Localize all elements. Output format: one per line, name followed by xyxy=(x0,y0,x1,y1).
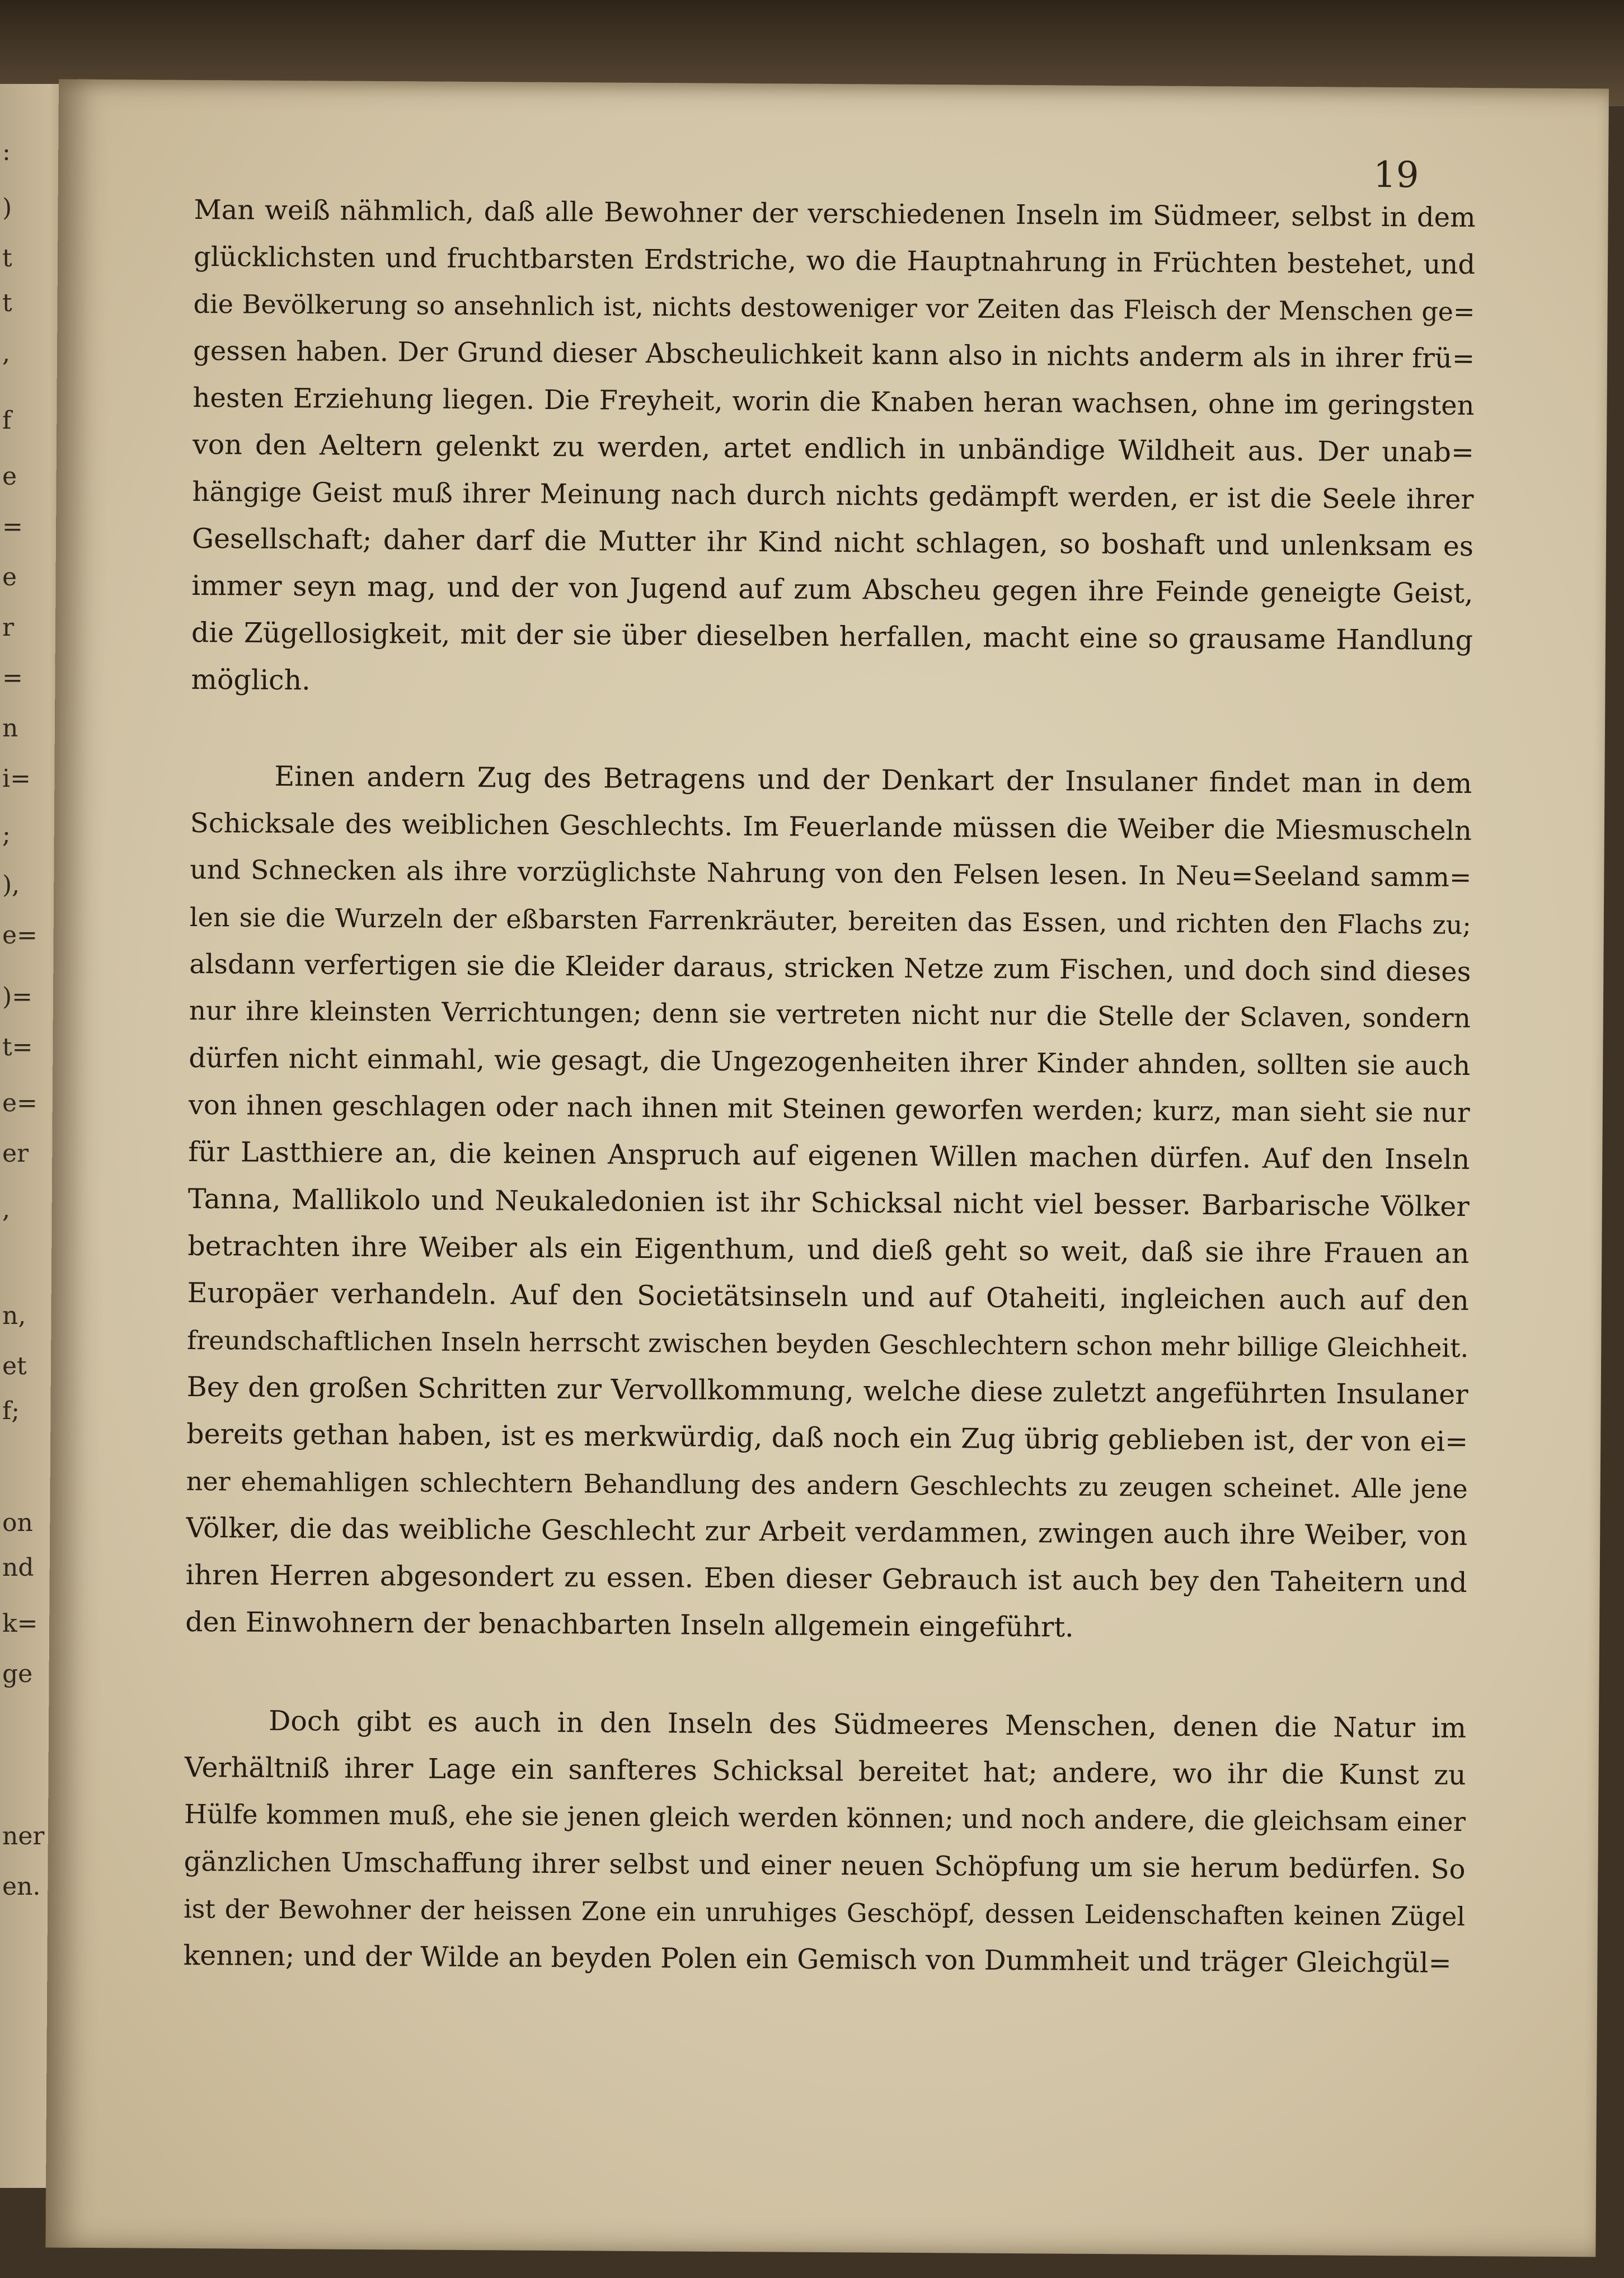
margin-fragment: ge xyxy=(2,1660,33,1688)
text-line: alsdann verfertigen sie die Kleider daraus, stricken Netze zum Fischen, und doch sind dieses xyxy=(189,948,1471,988)
margin-fragment: , xyxy=(2,339,10,368)
text-line: hängige Geist muß ihrer Meinung nach durch nichts gedämpft werden, er ist die Seele ihrer xyxy=(192,476,1474,515)
text-line: von ihnen geschlagen oder nach ihnen mit Steinen geworfen werden; kurz, man sieht sie nur xyxy=(188,1089,1470,1129)
margin-fragment: e= xyxy=(2,1089,37,1117)
text-line: bereits gethan haben, ist es merkwürdig, daß noch ein Zug übrig geblieben ist, der von ei= xyxy=(186,1417,1468,1458)
text-line: Tanna, Mallikolo und Neukaledonien ist ihr Schicksal nicht viel besser. Barbarische Völker xyxy=(187,1182,1470,1223)
paragraph-3 xyxy=(183,1697,1466,1987)
text-line: nur ihre kleinsten Verrichtungen; denn sie vertreten nicht nur die Stelle der Sclaven, sondern xyxy=(189,995,1471,1034)
text-line: ihren Herren abgesondert zu essen. Eben dieser Gebrauch ist auch bey den Taheitern und xyxy=(185,1558,1467,1599)
page-number: 19 xyxy=(1373,154,1419,196)
margin-fragment: en. xyxy=(2,1872,41,1901)
text-line: möglich. xyxy=(191,664,311,697)
margin-fragment: er xyxy=(2,1139,29,1168)
margin-fragment: t xyxy=(2,289,12,317)
text-line: für Lastthiere an, die keinen Anspruch auf eigenen Willen machen dürfen. Auf den Inseln xyxy=(188,1135,1470,1176)
margin-fragment: ner xyxy=(2,1822,45,1850)
text-line: und Schnecken als ihre vorzüglichste Nahrung von den Felsen lesen. In Neu=Seeland samm= xyxy=(190,854,1472,893)
text-line: freundschaftlichen Inseln herrscht zwischen beyden Geschlechtern schon mehr billige Gleichheit. xyxy=(187,1324,1469,1363)
margin-fragment: = xyxy=(2,513,23,541)
margin-fragment: e xyxy=(2,462,17,491)
text-line: Bey den großen Schritten zur Vervollkommung, welche diese zuletzt angeführten Insulaner xyxy=(186,1370,1468,1411)
margin-fragment: : xyxy=(2,138,11,166)
margin-fragment: k= xyxy=(2,1609,38,1638)
text-line: gessen haben. Der Grund dieser Abscheulichkeit kann also in nichts anderm als in ihrer frü= xyxy=(193,335,1475,375)
text-line: Doch gibt es auch in den Inseln des Südmeeres Menschen, denen die Natur im xyxy=(268,1704,1467,1744)
text-line: Hülfe kommen muß, ehe sie jenen gleich werden können; und noch andere, die gleichsam einer xyxy=(184,1798,1466,1838)
margin-fragment: n xyxy=(2,714,18,743)
margin-fragment: = xyxy=(2,664,23,692)
text-line: hesten Erziehung liegen. Die Freyheit, worin die Knaben heran wachsen, ohne im geringsten xyxy=(193,382,1475,422)
margin-fragment: n, xyxy=(2,1302,26,1330)
text-line: Schicksale des weiblichen Geschlechts. Im Feuerlande müssen die Weiber die Miesmuscheln xyxy=(190,807,1472,847)
text-line: Europäer verhandeln. Auf den Societätsinseln und auf Otaheiti, ingleichen auch auf den xyxy=(187,1276,1469,1317)
text-line: gänzlichen Umschaffung ihrer selbst und einer neuen Schöpfung um sie herum bedürfen. So xyxy=(184,1845,1466,1885)
text-line: die Zügellosigkeit, mit der sie über dieselben herfallen, macht eine so grausame Handlung xyxy=(191,617,1473,656)
text-line: kennen; und der Wilde an beyden Polen ein Gemisch von Dummheit und träger Gleichgül= xyxy=(183,1939,1452,1979)
margin-fragment: on xyxy=(2,1509,33,1537)
text-line: Verhältniß ihrer Lage ein sanfteres Schicksal bereitet hat; andere, wo ihr die Kunst zu xyxy=(184,1751,1466,1791)
text-line: dürfen nicht einmahl, wie gesagt, die Ungezogenheiten ihrer Kinder ahnden, sollten sie auch xyxy=(189,1042,1471,1082)
margin-fragment: r xyxy=(2,613,15,642)
margin-fragment: i= xyxy=(2,764,31,793)
margin-fragment: t= xyxy=(2,1033,33,1061)
margin-fragment: )= xyxy=(2,983,33,1011)
margin-fragment: f xyxy=(2,406,12,435)
text-line: betrachten ihre Weiber als ein Eigenthum, und dieß geht so weit, daß sie ihre Frauen an xyxy=(187,1229,1470,1270)
text-line: ner ehemahligen schlechtern Behandlung des andern Geschlechts zu zeugen scheinet. Alle jene xyxy=(186,1466,1468,1504)
text-line: immer seyn mag, und der von Jugend auf zum Abscheu gegen ihre Feinde geneigte Geist, xyxy=(191,570,1473,609)
text-line: ist der Bewohner der heissen Zone ein unruhiges Geschöpf, dessen Leidenschaften keinen Zügel xyxy=(183,1893,1466,1932)
text-line: von den Aeltern gelenkt zu werden, artet endlich in unbändige Wildheit aus. Der unab= xyxy=(192,429,1475,468)
margin-fragment: , xyxy=(2,1195,10,1224)
text-line: Einen andern Zug des Betragens und der Denkart der Insulaner findet man in dem xyxy=(274,760,1472,800)
margin-fragment: f; xyxy=(2,1397,20,1425)
text-line: Völker, die das weibliche Geschlecht zur Arbeit verdammen, zwingen auch ihre Weiber, von xyxy=(186,1511,1468,1552)
margin-fragment: et xyxy=(2,1352,27,1380)
book-page xyxy=(45,79,1609,2257)
text-line: glücklichsten und fruchtbarsten Erdstriche, wo die Hauptnahrung in Früchten bestehet, und xyxy=(193,241,1476,281)
margin-fragment: e xyxy=(2,563,17,591)
margin-fragment: ; xyxy=(2,820,11,849)
margin-fragment: e= xyxy=(2,921,37,950)
margin-fragment: nd xyxy=(2,1553,34,1582)
text-line: die Bevölkerung so ansehnlich ist, nichts destoweniger vor Zeiten das Fleisch der Menschen ge= xyxy=(193,289,1475,327)
body-text xyxy=(183,186,1476,1987)
margin-fragment: ) xyxy=(2,194,12,222)
margin-fragment: t xyxy=(2,244,12,273)
margin-fragment: ), xyxy=(2,871,20,899)
text-line: len sie die Wurzeln der eßbarsten Farrenkräuter, bereiten das Essen, und richten den Flachs zu; xyxy=(189,901,1472,940)
text-line: Gesellschaft; daher darf die Mutter ihr Kind nicht schlagen, so boshaft und unlenksam es xyxy=(191,523,1474,562)
paragraph-1 xyxy=(191,186,1476,711)
text-line: den Einwohnern der benachbarten Inseln allgemein eingeführt. xyxy=(185,1605,1074,1643)
paragraph-2 xyxy=(185,753,1472,1654)
text-line: Man weiß nähmlich, daß alle Bewohner der verschiedenen Inseln im Südmeer, selbst in dem xyxy=(194,194,1476,234)
